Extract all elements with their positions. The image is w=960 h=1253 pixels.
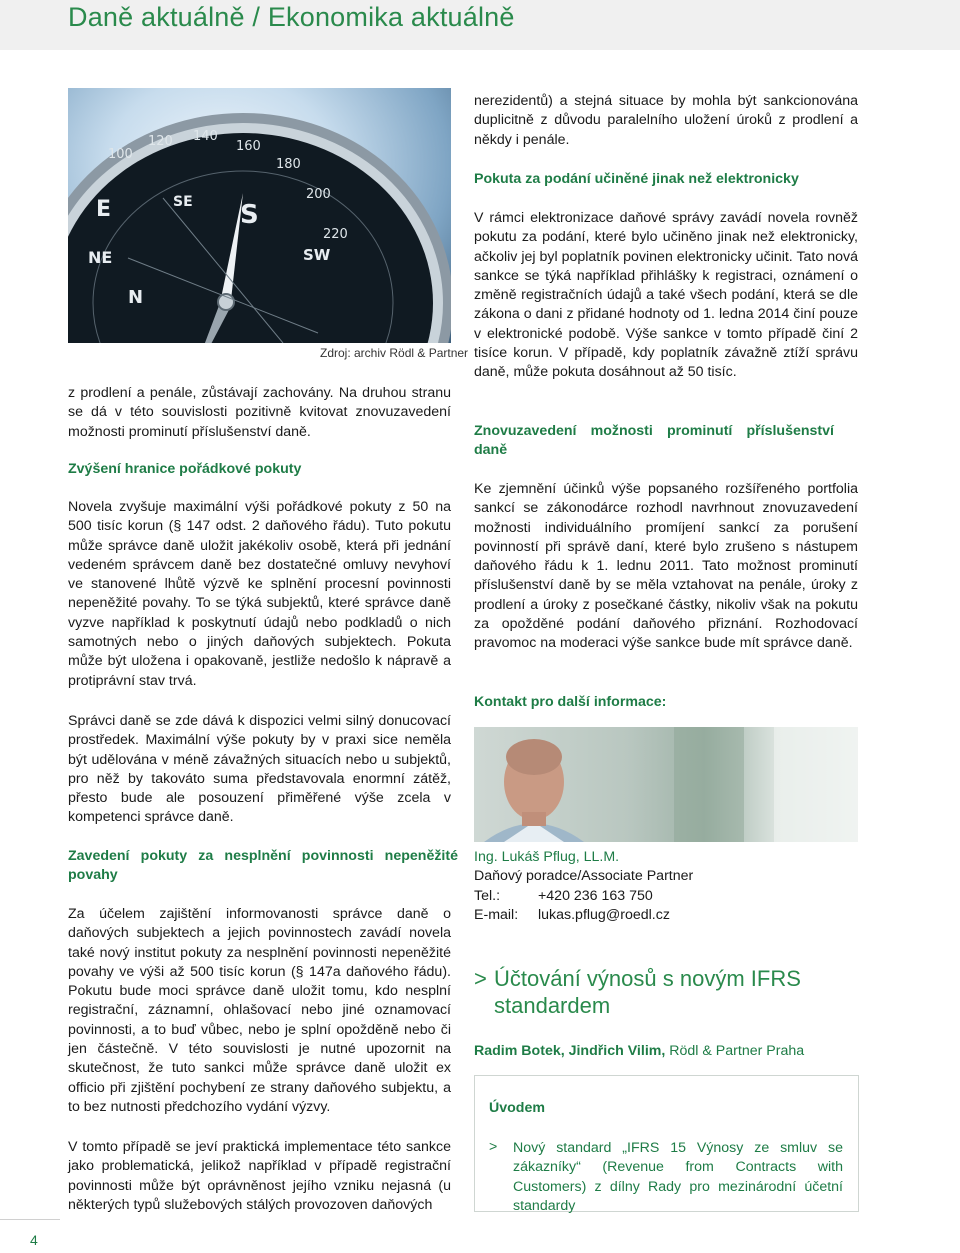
paragraph: V rámci elektronizace daňové správy zavádí novela rovněž pokutu za podání, které bylo učiněno jinak než elektronicky, ačkoliv jej byl poplatník povinen elektronicky učinit. Tato nová sankce se týká například přihlášky k registraci, oznámení o změně registračních údajů a také všech podání, která se dle zákona o dani z přidané hodnoty od 1. ledna 2014 činí pouze v elektronické podobě. Výše sankce v tomto případě činí 2 tisíce korun. V případě, kdy poplatník závažně ztíží správu daně, může pokuta dosáhnout až 50 tisíc. <box>474 210 858 381</box>
page-title: Daně aktuálně / Ekonomika aktuálně <box>68 2 515 32</box>
right-heading-2-wrap <box>474 422 834 461</box>
compass-photo <box>68 88 451 343</box>
page-number: 4 <box>30 1232 38 1248</box>
right-paragraph-2-wrap <box>474 480 858 654</box>
paragraph: Za účelem zajištění informovanosti správce daně o daňových subjektech a jejich povinnostech zavádí novela také nový institut pokuty za nesplnění povinnosti nepeněžité povahy ve výši až 500 tisíc korun (§ 147a daňového řádu). Pokutu bude moci správce daně uložit tomu, kdo nesplní registrační, záznamní, ohlašovací nebo jiné oznamovací povinnosti, a to buď vůbec, nebo je splní opožděně nebo či jen částečně. V této souvislosti je nutné upozornit na skutečnost, že tuto sankci může správce daně uložit ex officio při zjištění pochybení ze strany daňového subjektu, a to bez nutnosti předchozího vydání výzvy. <box>68 906 451 1115</box>
contact-role: Daňový poradce/Associate Partner <box>474 868 694 885</box>
paragraph: nerezidentů) a stejná situace by mohla být sankcionována duplicitně z důvodu paralelního uložení úroků z prodlení a někdy i penále. <box>474 93 858 148</box>
contact-email-row <box>474 906 858 925</box>
svg-text:100: 100 <box>108 147 133 162</box>
next-article-title-text: Účtování výnosů s novým IFRS standardem <box>494 966 801 1018</box>
paragraph: z prodlení a penále, zůstávají zachovány. Na druhou stranu se dá v této souvislosti pozitivně kvitovat znovuzavedení možnosti prominutí příslušenství daně. <box>68 385 451 440</box>
svg-text:N: N <box>128 287 144 308</box>
photo-credit: Zdroj: archiv Rödl & Partner <box>320 346 469 360</box>
next-article-title[interactable] <box>474 965 858 1019</box>
svg-text:E: E <box>96 197 112 222</box>
left-paragraph-4-wrap <box>68 1138 451 1215</box>
left-paragraph-1-wrap <box>68 498 451 691</box>
section-heading: Zvýšení hranice pořádkové pokuty <box>68 461 302 477</box>
paragraph: Ke zjemnění účinků výše popsaného rozšířeného portfolia sankcí se zákonodárce rozhodl navrhnout znovuzavedení možnosti individuálního promíjení sankcí za porušení povinností při správě daní, které bylo zrušeno s nástupem daňového řádu k 1. lednu 2011. Tato možnost prominutí příslušenství daně by se měla vztahovat na penále, úroky z prodlení a úroky z posečkané částky, nikoliv však na pokutu za opožděné podání daňového přiznání. Rozhodovací pravomoc na moderaci výše sankce bude mít správce daně. <box>474 481 858 652</box>
svg-text:S: S <box>240 200 259 230</box>
svg-text:140: 140 <box>193 129 218 144</box>
compass-illustration <box>68 88 451 343</box>
left-heading-1-wrap <box>68 460 451 479</box>
svg-text:SE: SE <box>173 194 193 210</box>
svg-text:200: 200 <box>306 187 331 202</box>
paragraph: Správci daně se zde dává k dispozici velmi silný donucovací prostředek. Maximální výše pokuty by v praxi sice neměla být udělována v méně závažných situacích nebo u subjektů, pro něž by takováto suma představovala enormní zátěž, přesto bude ale posouzení přiměřené výše zcela v kompetenci správce daně. <box>68 713 451 826</box>
left-heading-2-wrap <box>68 847 458 886</box>
svg-text:120: 120 <box>148 134 173 149</box>
left-paragraph-3-wrap <box>68 905 451 1117</box>
email-link[interactable]: lukas.pflug@roedl.cz <box>538 906 670 923</box>
page-header <box>0 0 960 50</box>
author-company: Rödl & Partner Praha <box>665 1043 805 1059</box>
svg-text:NE: NE <box>88 248 113 267</box>
left-column-intro <box>68 384 451 442</box>
phone-value[interactable]: +420 236 163 750 <box>538 887 653 904</box>
contact-phone-row <box>474 887 858 906</box>
author-names: Radim Botek, Jindřich Vilim, <box>474 1043 666 1059</box>
svg-text:180: 180 <box>276 157 301 172</box>
section-heading: Pokuta za podání učiněné jinak než elektronicky <box>474 171 799 187</box>
svg-text:160: 160 <box>236 139 261 154</box>
contact-heading-wrap <box>474 693 858 712</box>
intro-box-bullet: Nový standard „IFRS 15 Výnosy ze smluv se zákazníky“ (Revenue from Contracts with Customers) z dílny Rady pro mezinárodní účetní standardy <box>513 1140 843 1214</box>
paragraph: Novela zvyšuje maximální výši pořádkové pokuty z 50 na 500 tisíc korun (§ 147 odst. 2 daňového řádu). Tuto pokutu může správce daně uložit jakékoliv osobě, která při jednání vedeném správcem daně bez dostatečné omluvy nevyhoví ve stanovené lhůtě výzvě ke splnění procesní povinnosti nepeněžité povahy. To se týká subjektů, které správce daně vyzve například k poskytnutí údajů nebo podkladů o nich samotných nebo o jiných daňových subjektech. Pokuta může být uložena i opakovaně, jestliže nedošlo k nápravě a protiprávní stav trvá. <box>68 499 451 689</box>
contact-name: Ing. Lukáš Pflug, LL.M. <box>474 849 620 865</box>
intro-box-heading: Úvodem <box>489 1100 545 1116</box>
contact-heading: Kontakt pro další informace: <box>474 694 667 710</box>
svg-text:220: 220 <box>323 227 348 242</box>
phone-label: Tel.: <box>474 887 501 904</box>
intro-box <box>474 1075 859 1212</box>
chevron-right-icon: > <box>474 966 487 991</box>
right-column-intro <box>474 92 858 150</box>
left-paragraph-2-wrap <box>68 712 451 828</box>
section-heading: Znovuzavedení možnosti prominutí příslušenství daně <box>474 423 834 459</box>
email-label: E-mail: <box>474 906 519 923</box>
contact-card <box>474 848 858 925</box>
right-heading-1-wrap <box>474 170 858 189</box>
chevron-right-icon: > <box>489 1139 498 1155</box>
section-heading: Zavedení pokuty za nesplnění povinnosti nepeněžité povahy <box>68 848 458 884</box>
next-article-authors <box>474 1042 858 1061</box>
contact-portrait <box>474 727 858 842</box>
svg-text:SW: SW <box>303 246 331 264</box>
portrait-illustration <box>474 727 858 842</box>
right-paragraph-1-wrap <box>474 209 858 383</box>
paragraph: V tomto případě se jeví praktická implementace této sankce jako problematická, jelikož například v případě registrační povinnosti může být oprávněnost jejího vzniku nejasná (u některých typů služebových stálých provozoven daňových <box>68 1139 451 1213</box>
